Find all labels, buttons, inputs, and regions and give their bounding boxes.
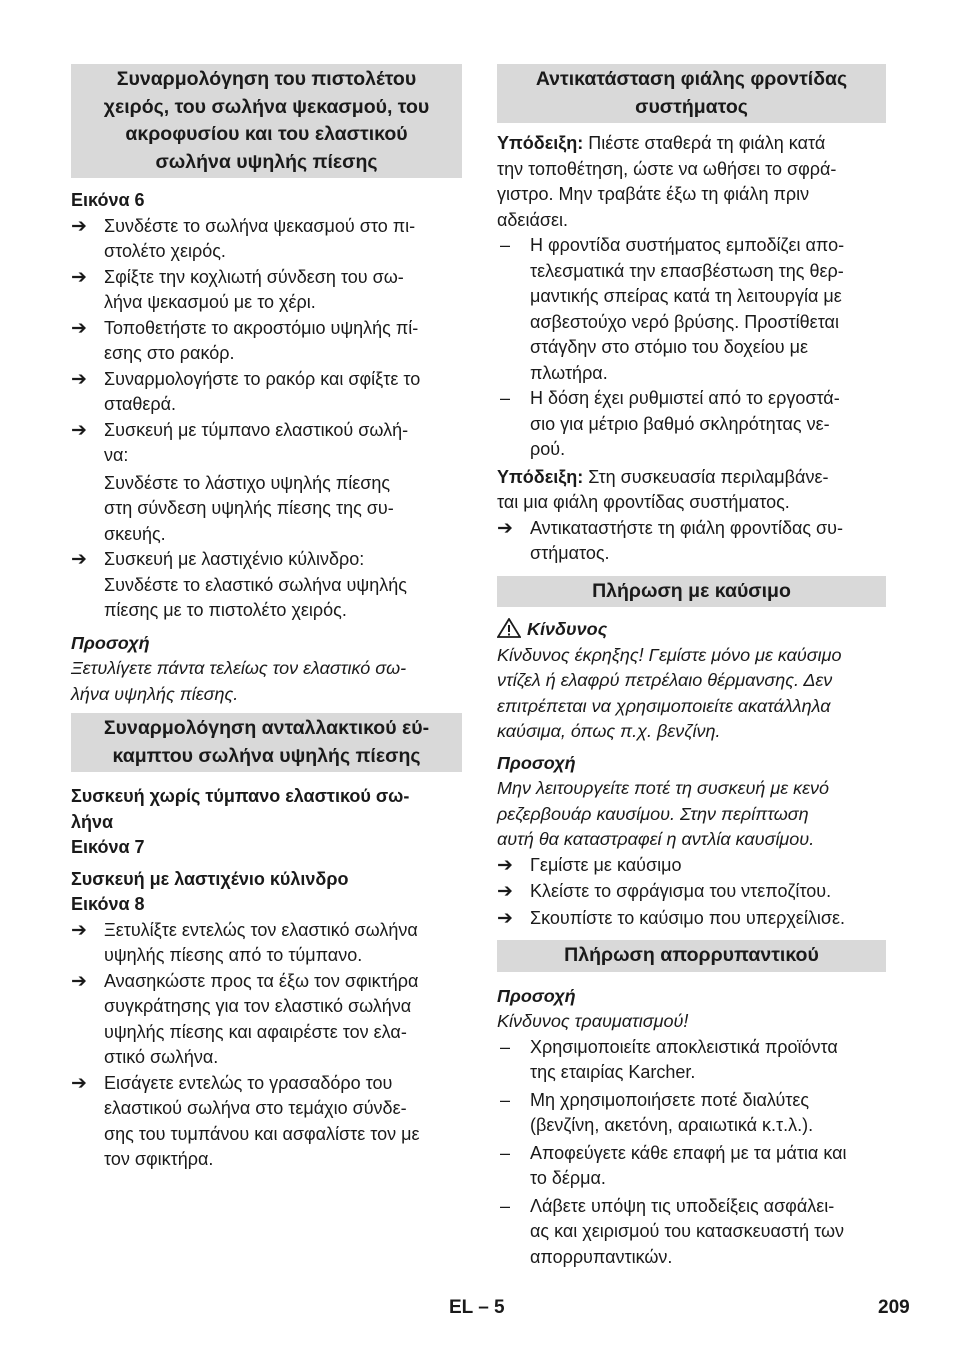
text-line: λήνα ψεκασμού με το χέρι. [104, 292, 316, 312]
text-line: καύσιμα, όπως π.χ. βενζίνη. [497, 721, 721, 741]
text-line: υψηλής πίεσης από το τύμπανο. [104, 945, 363, 965]
dash-marker: – [500, 1142, 511, 1163]
text-line: Εισάγετε εντελώς το γρασαδόρο του [104, 1072, 393, 1093]
arrow-icon: ➔ [71, 419, 87, 441]
caution-text [71, 656, 462, 707]
step [71, 918, 462, 969]
step [71, 265, 462, 316]
text-line: Σκουπίστε το καύσιμο που υπερχείλισε. [530, 907, 845, 928]
warning-icon [497, 618, 521, 638]
text-line: Συσκευή με λαστιχένιο κύλινδρο: [104, 549, 365, 569]
caution-title: Προσοχή [71, 632, 150, 653]
figure-ref: Εικόνα 8 [71, 894, 145, 914]
section-heading [71, 64, 462, 178]
text-line: Γεμίστε με καύσιμο [530, 854, 682, 875]
text-line: ασβεστούχο νερό βρύσης. Προστίθεται [530, 311, 839, 332]
heading-line: Πλήρωση απορρυπαντικού [564, 944, 819, 966]
heading-line: σωλήνα υψηλής πίεσης [155, 150, 378, 173]
text-line: Πιέστε σταθερά τη φιάλη κατά [583, 133, 826, 153]
text-line: στολέτο χειρός. [104, 241, 226, 261]
arrow-icon: ➔ [71, 368, 87, 390]
text-line: Κλείστε το σφράγισμα του ντεποζίτου. [530, 881, 832, 901]
text-line: αυτή θα καταστραφεί η αντλία καυσίμου. [497, 829, 815, 849]
arrow-icon: ➔ [71, 970, 87, 992]
step-continuation [71, 471, 462, 548]
text-line: Αποφεύγετε κάθε επαφή με τα μάτια και [530, 1142, 847, 1163]
section-heading [71, 713, 462, 772]
text-line: απορρυπαντικών. [530, 1246, 673, 1267]
text-line: Αντικαταστήστε τη φιάλη φροντίδας συ- [530, 517, 844, 538]
section-heading [497, 940, 886, 972]
dash-item [497, 1035, 886, 1086]
text-line: αδειάσει. [497, 209, 568, 230]
text-line: την τοποθέτηση, ώστε να ωθήσει το σφρά- [497, 158, 837, 179]
danger-title [497, 617, 886, 643]
note-label: Υπόδειξη: [497, 133, 584, 153]
text-line: σιο για μέτριο βαθμό σκληρότητας νε- [530, 413, 830, 434]
text-line: ται μια φιάλη φροντίδας συστήματος. [497, 492, 790, 512]
arrow-icon: ➔ [497, 517, 513, 539]
dash-marker: – [500, 1089, 511, 1110]
note-label: Υπόδειξη: [497, 466, 584, 487]
text-line: να: [104, 445, 129, 465]
arrow-icon: ➔ [71, 1072, 87, 1094]
caution-title: Προσοχή [497, 752, 576, 773]
heading-line: Πλήρωση με καύσιμο [592, 579, 791, 602]
heading-line: χειρός, του σωλήνα ψεκασμού, του [103, 95, 430, 118]
caution-text: Κίνδυνος τραυματισμού! [497, 1011, 689, 1031]
text-line: Σφίξτε την κοχλιωτή σύνδεση του σω- [104, 266, 404, 287]
text-line: τον σφικτήρα. [104, 1149, 214, 1169]
arrow-icon: ➔ [71, 317, 87, 339]
text-line: μαντικής σπείρας κατά τη λειτουργία με [530, 286, 842, 306]
text-line: σης του τυμπάνου και ασφαλίστε τον με [104, 1123, 420, 1144]
text-line: πίεσης με το πιστολέτο χειρός. [104, 600, 347, 620]
step [71, 367, 462, 418]
step [71, 969, 462, 1071]
caution-title: Προσοχή [497, 985, 576, 1006]
language-page-code: EL – 5 [449, 1297, 505, 1318]
text-line: Συνδέστε το ελαστικό σωλήνα υψηλής [104, 574, 407, 595]
subheading [71, 784, 462, 835]
text-line: στήματος. [530, 543, 610, 563]
dash-item [497, 1194, 886, 1271]
text-line: Συναρμολογήστε το ρακόρ και σφίξτε το [104, 368, 421, 389]
text-line: επιτρέπεται να χρησιμοποιείτε ακατάλληλα [497, 695, 831, 716]
text-line: λήνα υψηλής πίεσης. [71, 683, 239, 704]
text-line: ντίζελ ή ελαφρύ πετρέλαιο θέρμανσης. Δεν [497, 670, 833, 690]
text-line: ας και χειρισμού του κατασκευαστή των [530, 1221, 844, 1241]
text-line: σκευής. [104, 523, 166, 544]
dash-marker: – [500, 235, 511, 255]
step [497, 879, 886, 905]
text-line: το δέρμα. [530, 1168, 606, 1188]
note-paragraph [497, 131, 886, 233]
dash-marker: – [500, 1195, 511, 1216]
text-line: στη σύνδεση υψηλής πίεσης της συ- [104, 498, 394, 518]
danger-text [497, 643, 886, 745]
arrow-icon: ➔ [71, 549, 87, 570]
step [497, 516, 886, 567]
text-line: Κίνδυνος έκρηξης! Γεμίστε μόνο με καύσιμο [497, 644, 842, 665]
text-line: Ξετυλίξτε εντελώς τον ελαστικό σωλήνα [104, 919, 418, 940]
text-line: στάγδην στο στόμιο του δοχείου με [530, 337, 808, 357]
text-line: Ξετυλίγετε πάντα τελείως τον ελαστικό σω- [71, 658, 407, 678]
text-line: Στη συσκευασία περιλαμβάνε- [583, 466, 829, 487]
step [71, 316, 462, 367]
text-line: τελεσματικά την επασβέστωση της θερ- [530, 260, 844, 281]
step [71, 418, 462, 469]
heading-line: Συναρμολόγηση του πιστολέτου [116, 68, 417, 90]
step [71, 1071, 462, 1173]
text-line: υψηλής πίεσης και αφαιρέστε τον ελα- [104, 1021, 407, 1042]
danger-label: Κίνδυνος [527, 619, 608, 639]
text-line: Συνδέστε το λάστιχο υψηλής πίεσης [104, 472, 391, 493]
text-line: Συσκευή χωρίς τύμπανο ελαστικού σω- [71, 786, 410, 806]
figure-ref: Εικόνα 7 [71, 837, 145, 857]
note-paragraph [497, 465, 886, 516]
heading-line: καμπτου σωλήνα υψηλής πίεσης [112, 744, 421, 767]
right-column [497, 64, 886, 1270]
text-line: ρεζερβουάρ καυσίμου. Στην περίπτωση [497, 803, 809, 824]
arrow-icon: ➔ [71, 266, 87, 288]
heading-line: Συναρμολόγηση ανταλλακτικού εύ- [103, 717, 430, 739]
text-line: σταθερά. [104, 394, 177, 414]
dash-item [497, 1088, 886, 1139]
text-line: ρού. [530, 439, 566, 459]
text-line: στικό σωλήνα. [104, 1047, 219, 1067]
step [71, 214, 462, 265]
heading-line: συστήματος [635, 95, 748, 118]
step [497, 906, 886, 932]
heading-line: Αντικατάσταση φιάλης φροντίδας [535, 68, 848, 90]
text-line: πλωτήρα. [530, 362, 608, 383]
page-number: 209 [878, 1297, 910, 1318]
text-line: Ανασηκώστε προς τα έξω τον σφικτήρα [104, 970, 419, 991]
dash-item [497, 233, 886, 386]
text-line: Μη χρησιμοποιήσετε ποτέ διαλύτες [530, 1089, 810, 1110]
text-line: Μην λειτουργείτε ποτέ τη συσκευή με κενό [497, 778, 830, 798]
text-line: Συσκευή με τύμπανο ελαστικού σωλή- [104, 419, 409, 440]
text-line: Συνδέστε το σωλήνα ψεκασμού στο πι- [104, 215, 416, 236]
section-heading [497, 64, 886, 123]
heading-line: ακροφυσίου και του ελαστικού [125, 123, 408, 145]
text-line: γιστρο. Μην τραβάτε έξω τη φιάλη πριν [497, 184, 810, 204]
dash-item [497, 386, 886, 463]
step [71, 547, 462, 624]
left-column [71, 64, 462, 1173]
arrow-icon: ➔ [71, 919, 87, 941]
dash-item [497, 1141, 886, 1192]
text-line: Χρησιμοποιείτε αποκλειστικά προϊόντα [530, 1036, 838, 1057]
text-line: λήνα [71, 811, 114, 832]
text-line: (βενζίνη, ακετόνη, αραιωτικά κ.τ.λ.). [530, 1115, 814, 1135]
subheading: Συσκευή με λαστιχένιο κύλινδρο [71, 868, 349, 889]
text-line: Η δόση έχει ρυθμιστεί από το εργοστά- [530, 388, 840, 408]
text-line: Λάβετε υπόψη τις υποδείξεις ασφάλει- [530, 1195, 835, 1216]
dash-marker: – [500, 1036, 511, 1057]
dash-marker: – [500, 388, 511, 408]
arrow-icon: ➔ [497, 907, 513, 929]
text-line: εσης στο ρακόρ. [104, 343, 235, 363]
step [497, 853, 886, 879]
text-line: της εταιρίας Karcher. [530, 1062, 696, 1082]
section-heading [497, 576, 886, 608]
text-line: Τοποθετήστε το ακροστόμιο υψηλής πί- [104, 317, 419, 338]
arrow-icon: ➔ [497, 854, 513, 876]
arrow-icon: ➔ [71, 215, 87, 237]
arrow-icon: ➔ [497, 881, 513, 902]
caution-text [497, 776, 886, 853]
figure-ref: Εικόνα 6 [71, 190, 145, 210]
text-line: ελαστικού σωλήνα στο τεμάχιο σύνδε- [104, 1098, 407, 1118]
text-line: Η φροντίδα συστήματος εμποδίζει απο- [530, 235, 845, 255]
text-line: συγκράτησης για τον ελαστικό σωλήνα [104, 996, 412, 1016]
